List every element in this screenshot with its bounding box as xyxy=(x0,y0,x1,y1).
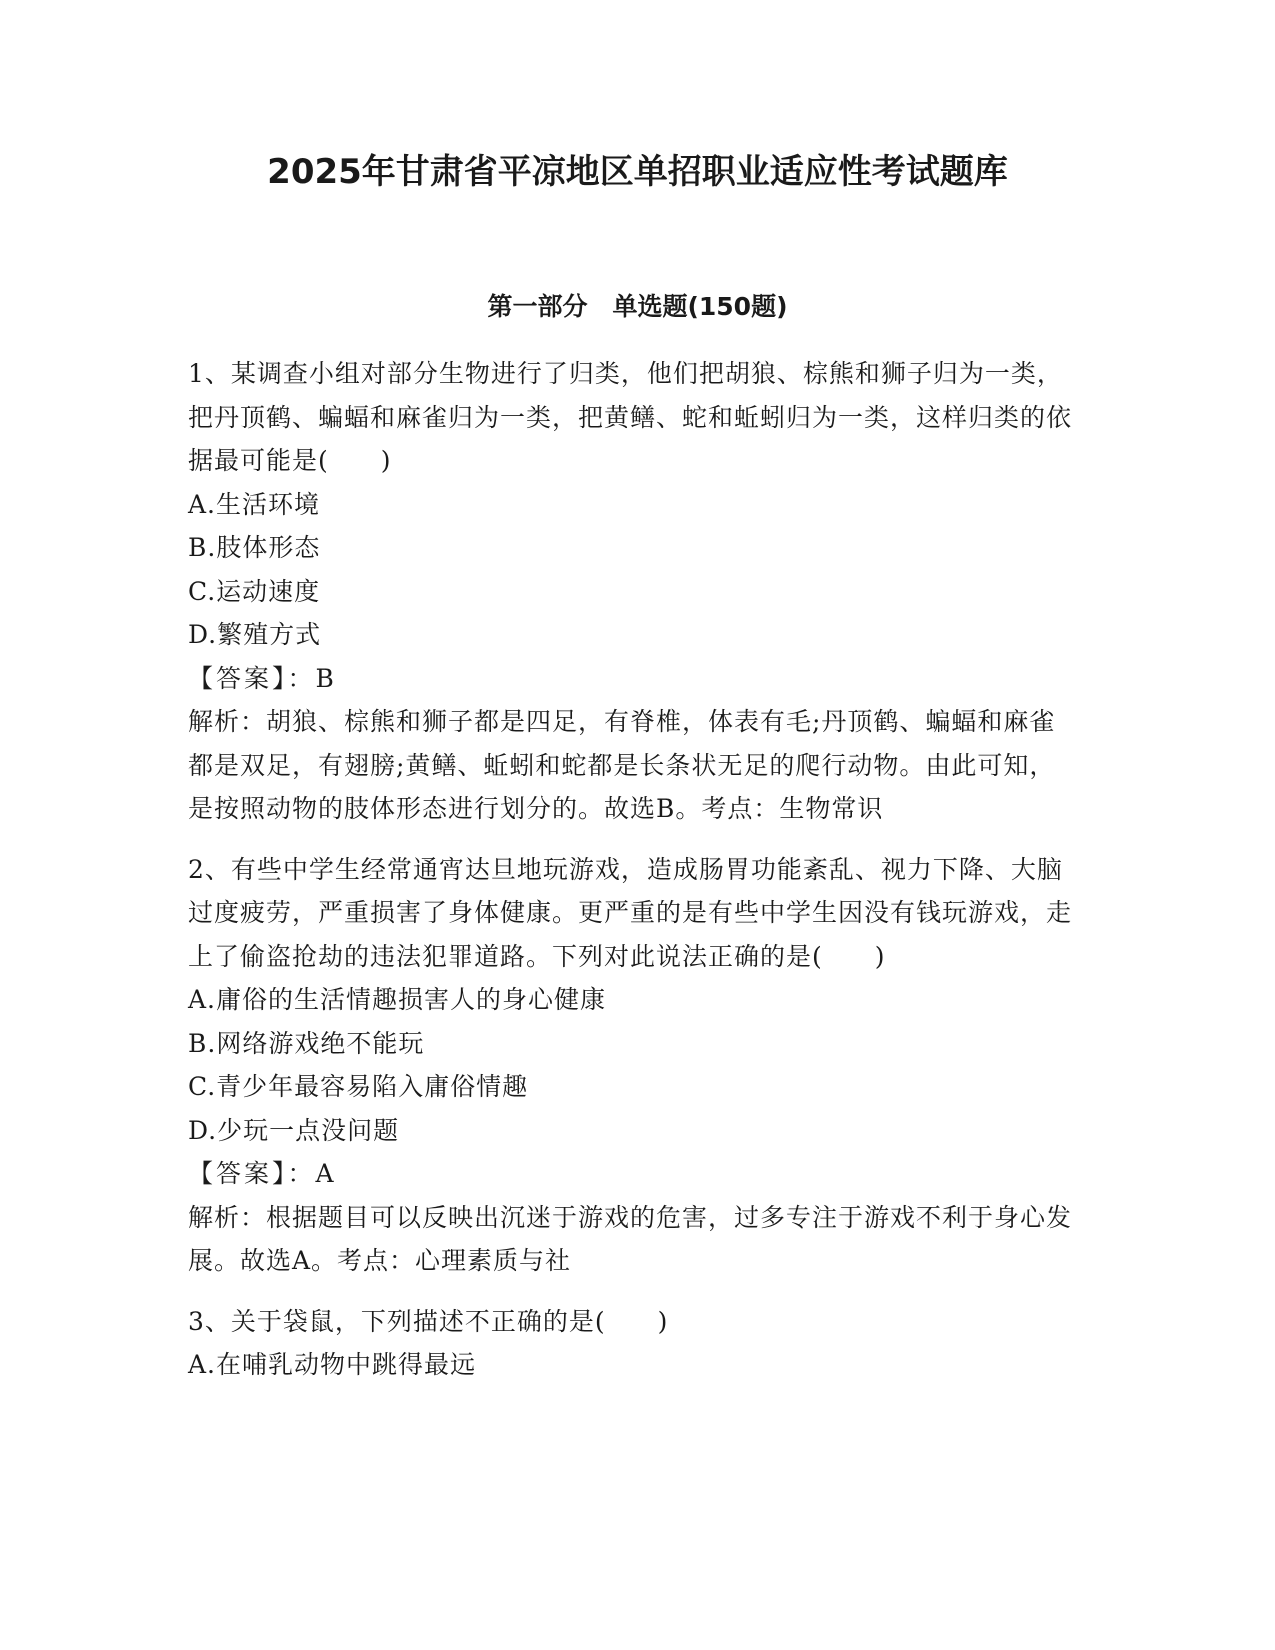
question-text: 2、有些中学生经常通宵达旦地玩游戏，造成肠胃功能紊乱、视力下降、大脑过度疲劳，严重损害了身体健康。更严重的是有些中学生因没有钱玩游戏，走上了偷盗抢劫的违法犯罪道路。下列对此说法正确的是( ) xyxy=(188,854,1073,971)
option-a: A.生活环境 xyxy=(188,489,321,519)
answer-value: B xyxy=(315,663,335,693)
question-3 xyxy=(188,1300,1078,1387)
question-text: 3、关于袋鼠，下列描述不正确的是( ) xyxy=(188,1306,669,1336)
question-1 xyxy=(188,352,1078,831)
option-a: A.庸俗的生活情趣损害人的身心健康 xyxy=(188,985,607,1014)
answer-value: A xyxy=(315,1159,335,1188)
option-d: D.繁殖方式 xyxy=(188,620,322,649)
explanation: 解析：胡狼、棕熊和狮子都是四足，有脊椎，体表有毛;丹顶鹤、蝙蝠和麻雀都是双足，有翅膀;黄鳝、蚯蚓和蛇都是长条状无足的爬行动物。由此可知，是按照动物的肢体形态进行划分的。故选B。考点：生物常识 xyxy=(188,707,1056,823)
document-title: 2025年甘肃省平凉地区单招职业适应性考试题库 xyxy=(267,152,1008,192)
option-b: B.网络游戏绝不能玩 xyxy=(188,1028,425,1058)
answer-line xyxy=(188,1152,1078,1196)
option-a: A.在哺乳动物中跳得最远 xyxy=(188,1350,477,1379)
question-list xyxy=(188,352,1078,1404)
answer-label: 【答案】： xyxy=(188,1159,316,1188)
option-b: B.肢体形态 xyxy=(188,533,321,562)
option-c: C.运动速度 xyxy=(188,576,321,606)
explanation: 解析：根据题目可以反映出沉迷于游戏的危害，过多专注于游戏不利于身心发展。故选A。考点：心理素质与社 xyxy=(188,1202,1073,1275)
question-text: 1、某调查小组对部分生物进行了归类，他们把胡狼、棕熊和狮子归为一类，把丹顶鹤、蝙蝠和麻雀归为一类，把黄鳝、蛇和蚯蚓归为一类，这样归类的依据最可能是( ) xyxy=(188,359,1073,475)
option-d: D.少玩一点没问题 xyxy=(188,1115,400,1145)
option-c: C.青少年最容易陷入庸俗情趣 xyxy=(188,1072,529,1101)
answer-line xyxy=(188,657,1078,701)
answer-label: 【答案】： xyxy=(188,663,316,693)
section-title: 第一部分 单选题(150题) xyxy=(487,292,788,321)
question-2 xyxy=(188,848,1078,1283)
